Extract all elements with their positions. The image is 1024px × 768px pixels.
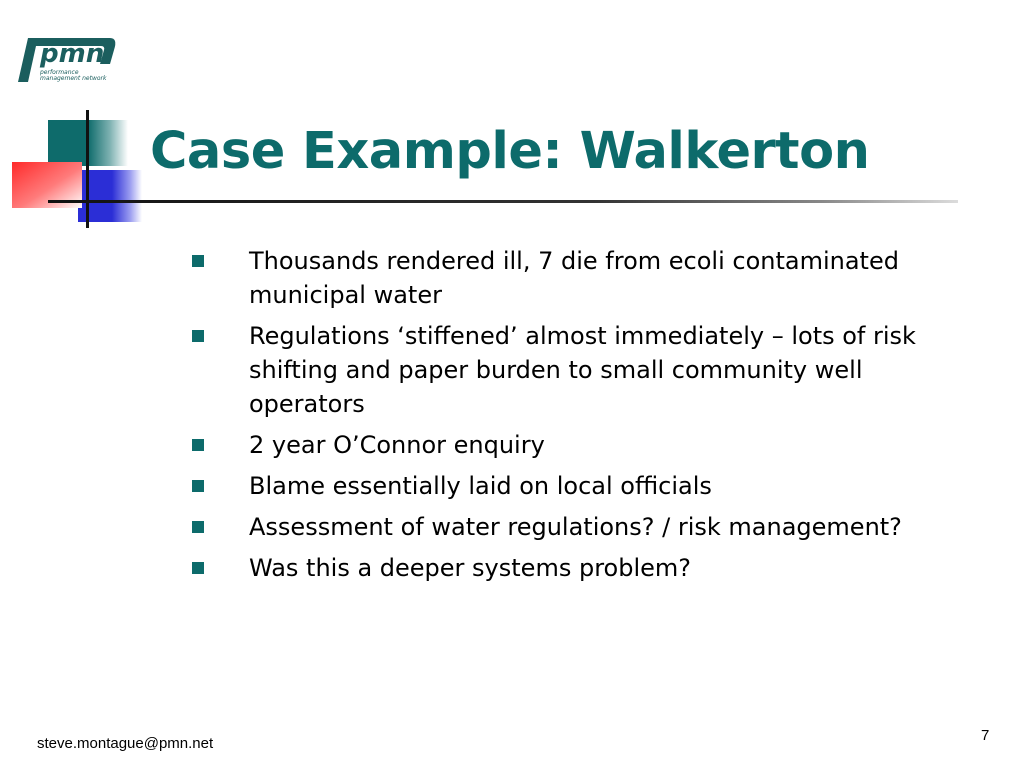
bullet-text: Assessment of water regulations? / risk management? [249, 513, 902, 541]
decor-blue-fade [112, 170, 142, 222]
decor-teal-fade [88, 120, 128, 166]
pmn-logo [14, 30, 118, 86]
bullet-item [192, 469, 962, 503]
bullet-item [192, 510, 962, 544]
bullet-list [192, 244, 962, 592]
logo-tagline-line1: performance [40, 69, 79, 76]
bullet-item [192, 428, 962, 462]
square-bullet-icon [192, 255, 204, 267]
page-number: 7 [981, 727, 990, 744]
bullet-item [192, 319, 962, 421]
title-underline [48, 200, 958, 203]
logo-tagline [40, 70, 120, 82]
square-bullet-icon [192, 330, 204, 342]
square-bullet-icon [192, 521, 204, 533]
bullet-text: Blame essentially laid on local officials [249, 472, 712, 500]
logo-mark-text: pmn [40, 39, 105, 69]
square-bullet-icon [192, 562, 204, 574]
bullet-item [192, 551, 962, 585]
footer-email: steve.montague@pmn.net [37, 735, 214, 752]
bullet-text: Regulations ‘stiffened’ almost immediately – lots of risk shifting and paper burden to small community well operators [249, 322, 916, 418]
bullet-text: Thousands rendered ill, 7 die from ecoli contaminated municipal water [249, 247, 899, 309]
decor-vertical-line [86, 110, 89, 228]
bullet-text: 2 year O’Connor enquiry [249, 431, 545, 459]
bullet-item [192, 244, 962, 312]
logo-tagline-line2: management network [40, 75, 107, 82]
square-bullet-icon [192, 480, 204, 492]
slide-title: Case Example: Walkerton [150, 122, 870, 181]
bullet-text: Was this a deeper systems problem? [249, 554, 691, 582]
square-bullet-icon [192, 439, 204, 451]
